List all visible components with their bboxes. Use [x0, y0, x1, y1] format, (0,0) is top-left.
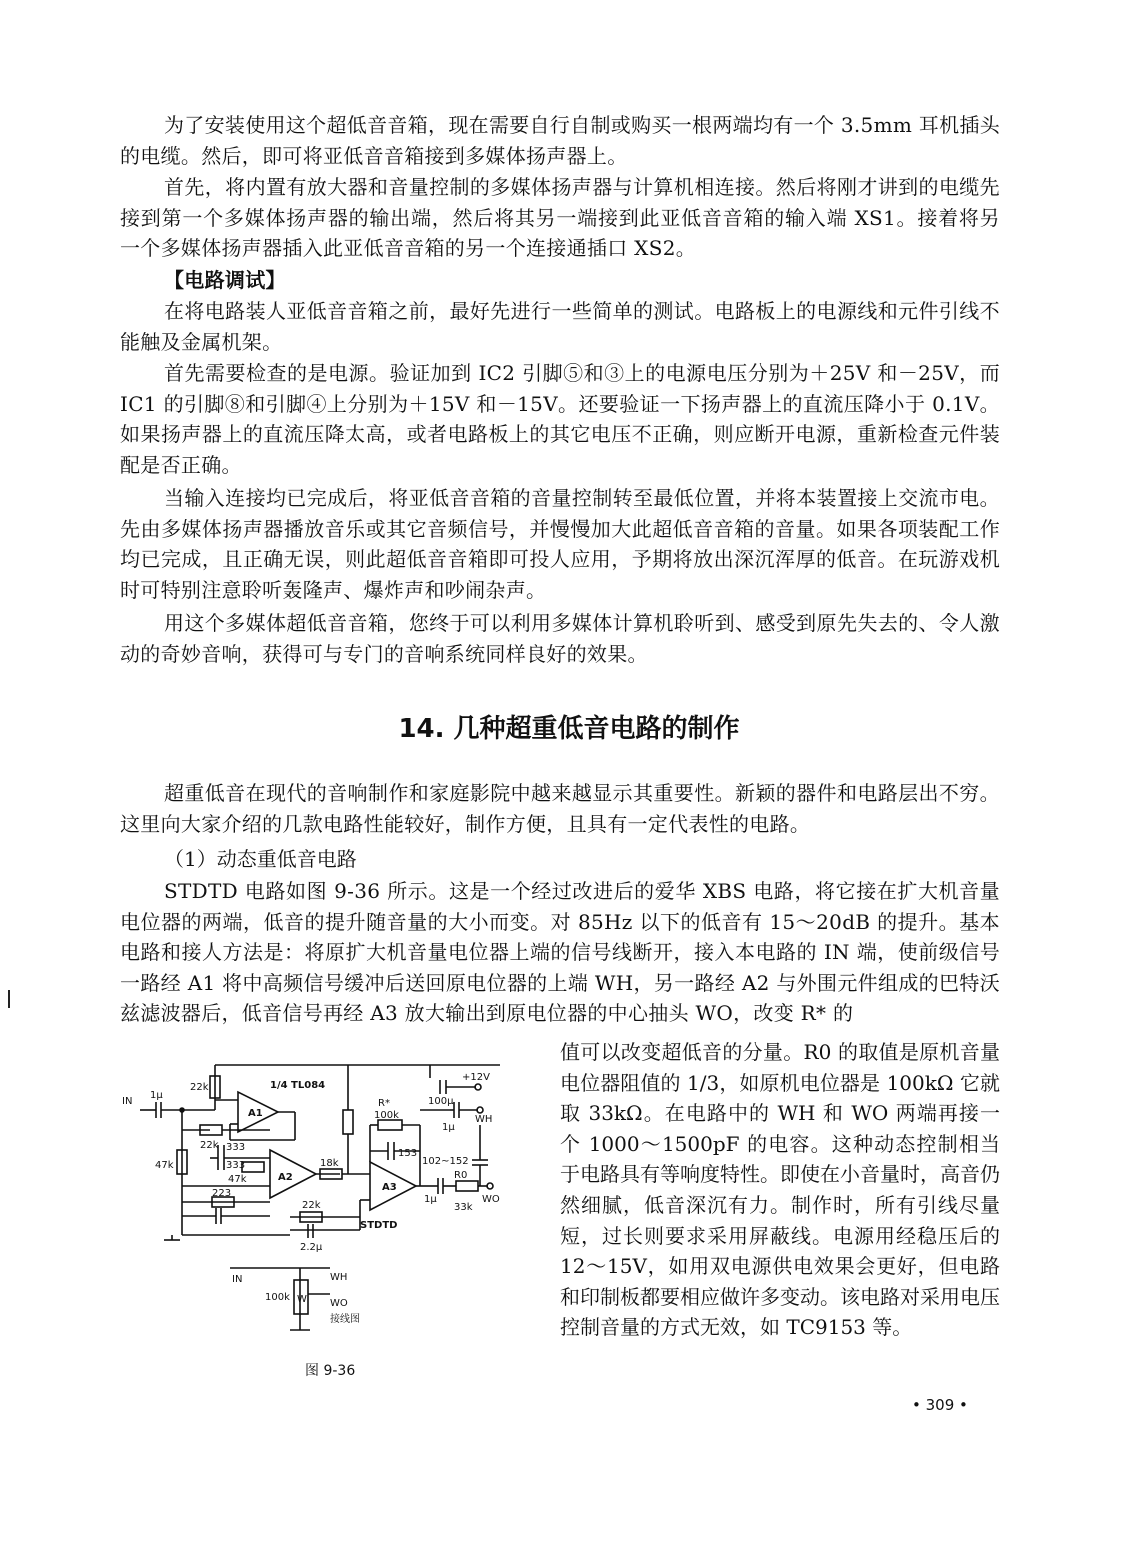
label-wiring: 接线图 [330, 1314, 360, 1325]
label-cap-in: 1μ [150, 1090, 163, 1101]
subheading: （1）动态重低音电路 [164, 847, 357, 871]
label-ic: 1/4 TL084 [270, 1080, 326, 1091]
label-c333b: 333 [226, 1160, 246, 1171]
section-heading: 14. 几种超重低音电路的制作 [398, 714, 740, 744]
label-r47k-m: 47k [228, 1174, 247, 1185]
paragraph-operation: 当输入连接均已完成后，将亚低音音箱的音量控制转至最低位置，并将本装置接上交流市电。先由多媒体扬声器播放音乐或其它音频信号，并慢慢加大此超低音音箱的音量。如果各项装配工作均已完成，且正确无误，则此超低音音箱即可投人应用，予期将放出深沉浑厚的低音。在玩游戏机时可特别注意聆听轰隆声、爆炸声和吵闹杂声。 [120, 486, 1000, 602]
label-pot-100k: 100k [265, 1292, 290, 1303]
label-c153: 153 [398, 1148, 418, 1159]
paragraph-connection: 首先，将内置有放大器和音量控制的多媒体扬声器与计算机相连接。然后将刚才讲到的电缆先接到第一个多媒体扬声器的输出端，然后将其另一端接到此亚低音音箱的输入端 XS1。接着将另一个多媒体扬声器插入此亚低音音箱的另一个连接通插口 XS2。 [120, 175, 1000, 261]
label-12v: +12V [462, 1072, 490, 1083]
label-c223: 223 [212, 1188, 232, 1199]
circuit-diagram [120, 1050, 520, 1350]
margin-mark [8, 990, 10, 1008]
label-r33k: 33k [454, 1202, 473, 1213]
label-100u: 100μ [428, 1096, 454, 1107]
label-cap-wh: 1μ [442, 1122, 455, 1133]
label-r22k-a: 22k [200, 1140, 219, 1151]
paragraph-power-check: 首先需要检查的是电源。验证加到 IC2 引脚⑤和③上的电源电压分别为＋25V 和－25V，而 IC1 的引脚⑧和引脚④上分别为＋15V 和－15V。还要验证一下扬声器上的直流压降小于 0.1V。如果扬声器上的直流压降太高，或者电路板上的其它电压不正确，则应断开电源，重新检查元件装配是否正确。 [120, 361, 1000, 477]
paragraph-stdtd: STDTD 电路如图 9-36 所示。这是一个经过改进后的爱华 XBS 电路，将它接在扩大机音量电位器的两端，低音的提升随音量的大小而变。对 85Hz 以下的低音有 15～20dB 的提升。基本电路和接人方法是：将原扩大机音量电位器上端的信号线断开，接入本电路的 IN 端，使前级信号一路经 A1 将中高频信号缓冲后送回原电位器的上端 WH，另一路经 A2 与外围元件组成的巴特沃兹滤波器后，低音信号再经 A3 放大输出到原电位器的中心抽头 WO，改变 R* 的 [120, 879, 1000, 1026]
page-number: • 309 • [912, 1396, 968, 1414]
label-a1: A1 [248, 1108, 263, 1119]
label-in: IN [122, 1096, 133, 1107]
label-pot-in: IN [232, 1274, 243, 1285]
paragraph-result: 用这个多媒体超低音音箱，您终于可以利用多媒体计算机聆听到、感受到原先失去的、令人激动的奇妙音响，获得可与专门的音响系统同样良好的效果。 [120, 611, 1000, 666]
paragraph-stdtd-cont: 值可以改变超低音的分量。R0 的取值是原机音量电位器阻值的 1/3，如原机电位器是 100kΩ 它就取 33kΩ。在电路中的 WH 和 WO 两端再接一个 1000～1500pF 的电容。这种动态控制相当于电路具有等响度特性。即使在小音量时，高音仍然细腻，低音深沉有力。制作时，所有引线尽量短，过长则要求采用屏蔽线。电源用经稳压后的 12～15V，如用双电源供电效果会更好，但电路和印制板都要相应做许多变动。该电路对采用电压控制音量的方式无效，如 TC9153 等。 [560, 1040, 1000, 1340]
paragraph-intro: 超重低音在现代的音响制作和家庭影院中越来越显示其重要性。新颖的器件和电路层出不穷。这里向大家介绍的几款电路性能较好，制作方便，且具有一定代表性的电路。 [120, 781, 1000, 836]
label-cap-out: 1μ [424, 1194, 437, 1205]
label-wh: WH [475, 1114, 493, 1125]
label-r0: R0 [454, 1170, 468, 1181]
label-stdtd: STDTD [360, 1220, 398, 1231]
label-c333a: 333 [226, 1142, 246, 1153]
circuit-figure [120, 1050, 520, 1350]
figure-caption: 图 9-36 [305, 1363, 356, 1379]
label-r18k: 18k [320, 1158, 339, 1169]
paragraph-test: 在将电路装人亚低音音箱之前，最好先进行一些简单的测试。电路板上的电源线和元件引线不能触及金属机架。 [120, 299, 1000, 354]
section-label: 【电路调试】 [164, 268, 286, 292]
label-pot-w: W [297, 1294, 307, 1305]
label-r100k: 100k [374, 1110, 399, 1121]
label-pot-wo: WO [330, 1298, 348, 1309]
label-rstar: R* [378, 1098, 390, 1109]
paragraph-cable: 为了安装使用这个超低音音箱，现在需要自行自制或购买一根两端均有一个 3.5mm 耳机插头的电缆。然后，即可将亚低音音箱接到多媒体扬声器上。 [120, 113, 1000, 168]
label-wo: WO [482, 1194, 500, 1205]
label-r22k-b: 22k [302, 1200, 321, 1211]
label-a3: A3 [382, 1182, 397, 1193]
label-c2u2: 2.2μ [300, 1242, 323, 1253]
label-r47k-l: 47k [155, 1160, 174, 1171]
label-pot-wh: WH [330, 1272, 348, 1283]
label-a2: A2 [278, 1172, 293, 1183]
label-r22k-top: 22k [190, 1082, 209, 1093]
label-crange: 102~152 [422, 1156, 469, 1167]
